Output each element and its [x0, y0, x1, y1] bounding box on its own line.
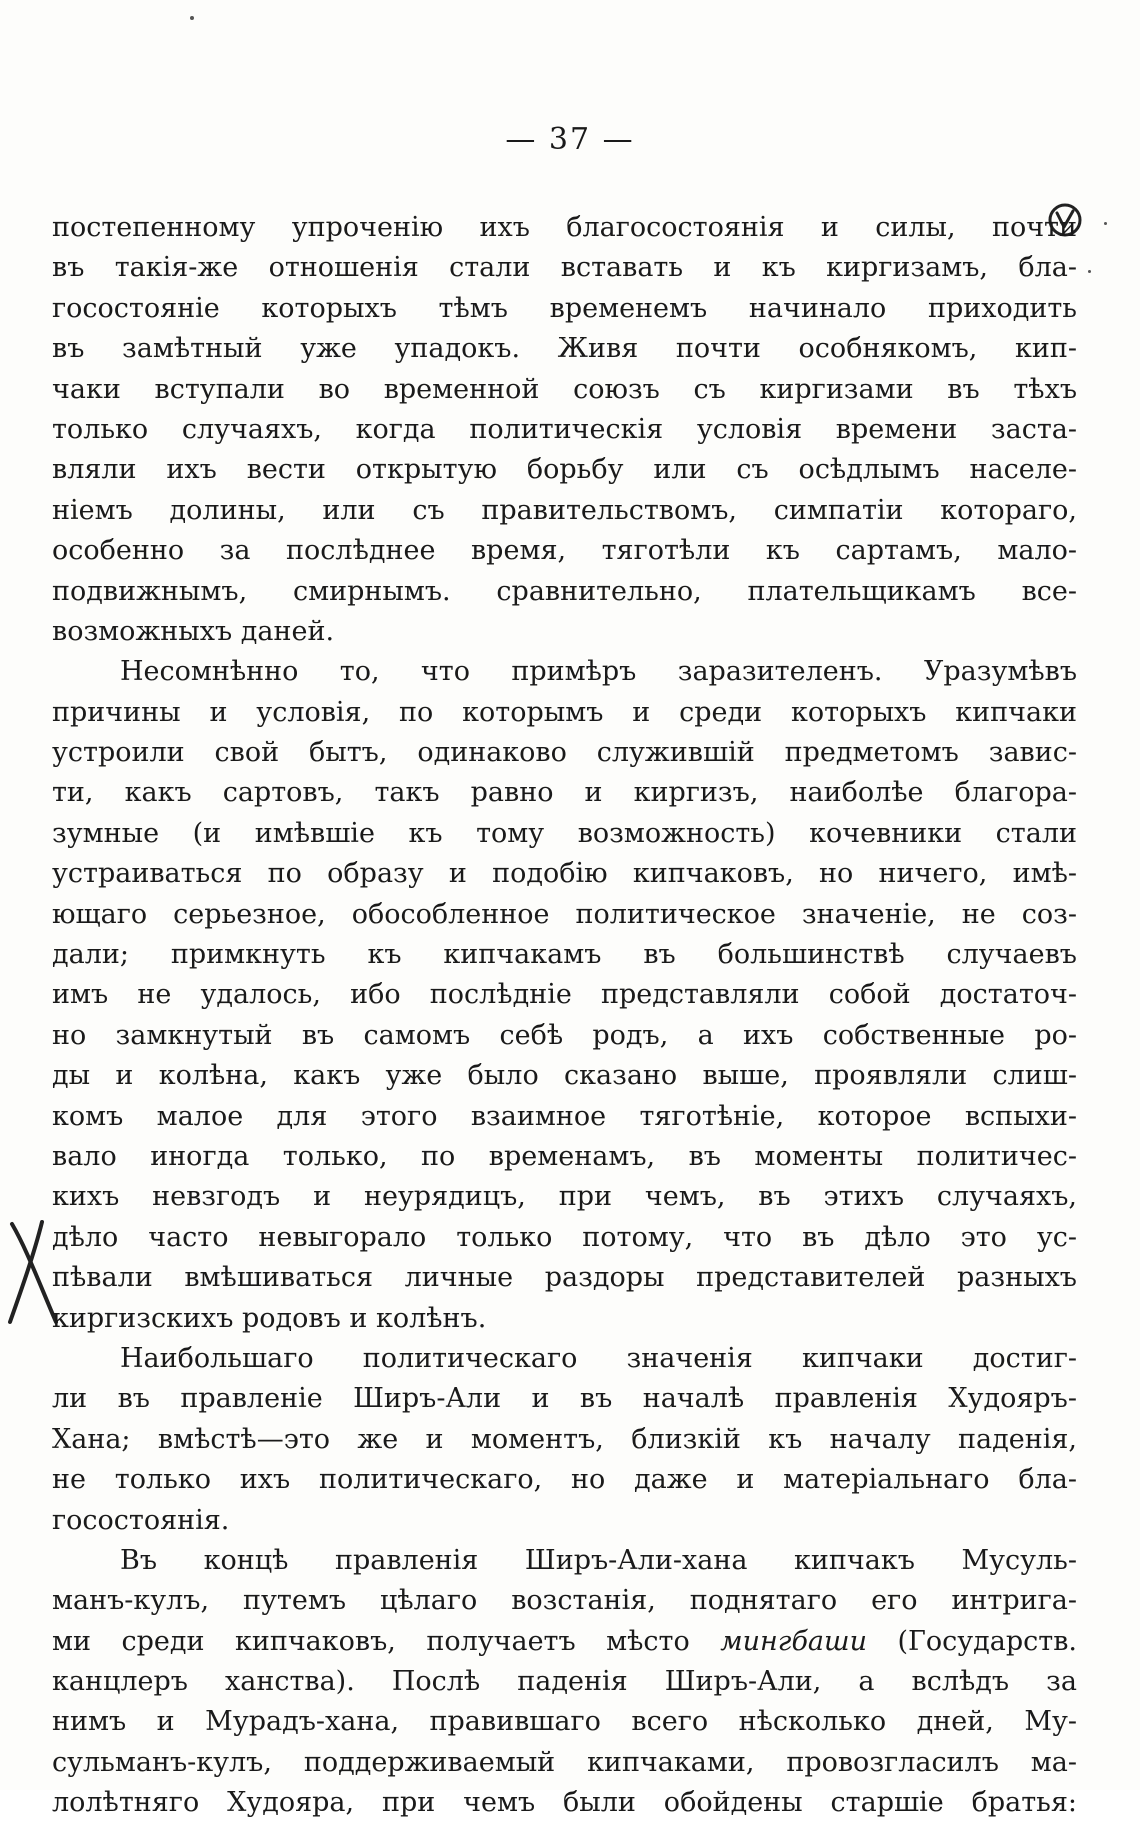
- text-line-content: вляли ихъ вести открытую борьбу или съ осѣдлымъ населе-: [52, 454, 1077, 486]
- text-line: [52, 975, 1077, 1015]
- italic-term: мингбаши: [720, 1625, 867, 1657]
- text-line-content: киргизскихъ родовъ и колѣнъ.: [52, 1302, 487, 1334]
- text-line-content: вало иногда только, по временамъ, въ моменты политичес-: [52, 1140, 1077, 1172]
- text-line: [52, 1258, 1077, 1298]
- text-line: [52, 289, 1077, 329]
- text-line: [52, 410, 1077, 450]
- print-speck: [1088, 270, 1091, 273]
- text-line: [52, 1218, 1077, 1258]
- text-line: [52, 1501, 1077, 1541]
- text-line-content: комъ малое для этого взаимное тяготѣніе, которое вспыхи-: [52, 1100, 1077, 1132]
- text-line: [52, 450, 1077, 490]
- text-line-content: имъ не удалось, ибо послѣдніе представляли собой достаточ-: [52, 979, 1077, 1011]
- text-line-content: въ такія-же отношенія стали вставать и къ киргизамъ, бла-: [52, 252, 1077, 284]
- text-line-content: ніемъ долины, или съ правительствомъ, симпатіи котораго,: [52, 494, 1077, 526]
- text-line: [52, 1137, 1077, 1177]
- text-line-content: пѣвали вмѣшиваться личные раздоры представителей разныхъ: [52, 1262, 1077, 1294]
- text-line: [52, 329, 1077, 369]
- text-line-content: ти, какъ сартовъ, такъ равно и киргизъ, наиболѣе благора-: [52, 777, 1077, 809]
- text-line-content: нимъ и Мурадъ-хана, правившаго всего нѣсколько дней, Му-: [52, 1706, 1077, 1738]
- text-line: [52, 1016, 1077, 1056]
- text-line-content: въ замѣтный уже упадокъ. Живя почти особнякомъ, кип-: [52, 333, 1077, 365]
- text-line: [52, 1097, 1077, 1137]
- text-line: [52, 208, 1077, 248]
- text-line-content: устроили свой бытъ, одинаково служившій предметомъ завис-: [52, 737, 1077, 769]
- text-line: [52, 1299, 1077, 1339]
- text-line: [52, 1622, 1077, 1662]
- text-line-content: ли въ правленіе Ширъ-Али и въ началѣ правленія Худояръ-: [52, 1383, 1077, 1415]
- text-line-content: сульманъ-кулъ, поддерживаемый кипчаками, провозгласилъ ма-: [52, 1746, 1077, 1778]
- text-line-content: лолѣтняго Худояра, при чемъ были обойдены старшіе братья:: [52, 1787, 1077, 1819]
- page-number: — 37 —: [505, 122, 635, 157]
- text-line: [52, 1460, 1077, 1500]
- text-line: [52, 1702, 1077, 1742]
- text-line: [52, 1339, 1077, 1379]
- text-line-content: но замкнутый въ самомъ себѣ родъ, а ихъ собственные ро-: [52, 1019, 1077, 1051]
- text-line: [52, 1662, 1077, 1702]
- text-line: [52, 773, 1077, 813]
- text-line: [52, 370, 1077, 410]
- text-line-content: ды и колѣна, какъ уже было сказано выше, проявляли слиш-: [52, 1060, 1077, 1092]
- text-line: [52, 1177, 1077, 1217]
- text-line-content: кихъ невзгодъ и неурядицъ, при чемъ, въ этихъ случаяхъ,: [52, 1181, 1077, 1213]
- text-line-content: ми среди кипчаковъ, получаетъ мѣсто: [52, 1625, 690, 1657]
- text-line: [52, 733, 1077, 773]
- text-line-content: дали; примкнуть къ кипчакамъ въ большинствѣ случаевъ: [52, 939, 1077, 971]
- body-text: [52, 208, 1077, 1824]
- text-line: [52, 531, 1077, 571]
- text-line-content: причины и условія, по которымъ и среди которыхъ кипчаки: [52, 696, 1077, 728]
- text-line: [52, 1743, 1077, 1783]
- text-line: [52, 1783, 1077, 1823]
- text-line: [52, 1056, 1077, 1096]
- text-line-content: устраиваться по образу и подобію кипчаковъ, но ничего, имѣ-: [52, 858, 1077, 890]
- text-line-content: госостояніе которыхъ тѣмъ временемъ начинало приходить: [52, 292, 1077, 324]
- text-line-content: канцлеръ ханства). Послѣ паденія Ширъ-Али, а вслѣдъ за: [52, 1666, 1077, 1698]
- text-line-content: Хана; вмѣстѣ—это же и моментъ, близкій къ началу паденія,: [52, 1423, 1077, 1455]
- text-line: [52, 491, 1077, 531]
- text-line: [52, 693, 1077, 733]
- text-line-content: Въ концѣ правленія Ширъ-Али-хана кипчакъ Мусуль-: [120, 1544, 1077, 1576]
- text-line-content: госостоянія.: [52, 1504, 230, 1536]
- text-line: [52, 1420, 1077, 1460]
- text-line-content: манъ-кулъ, путемъ цѣлаго возстанія, поднятаго его интрига-: [52, 1585, 1077, 1617]
- text-line-content: только случаяхъ, когда политическія условія времени заста-: [52, 413, 1077, 445]
- text-line: [52, 1541, 1077, 1581]
- text-line: [52, 652, 1077, 692]
- text-line-content: подвижнымъ, смирнымъ. сравнительно, плательщикамъ все-: [52, 575, 1077, 607]
- text-line: [52, 1581, 1077, 1621]
- text-line-content: постепенному упроченію ихъ благосостоянія и силы, почти: [52, 212, 1077, 243]
- text-line-content: ющаго серьезное, обособленное политическое значеніе, не соз-: [52, 898, 1077, 930]
- print-speck: [190, 16, 194, 20]
- text-line: [52, 248, 1077, 288]
- text-line: [52, 814, 1077, 854]
- text-line: [52, 895, 1077, 935]
- text-line-content: возможныхъ даней.: [52, 615, 335, 647]
- text-line-content: Наибольшаго политическаго значенія кипчаки достиг-: [120, 1342, 1077, 1374]
- text-line-content: зумные (и имѣвшіе къ тому возможность) кочевники стали: [52, 817, 1077, 849]
- text-line-content: особенно за послѣднее время, тяготѣли къ сартамъ, мало-: [52, 535, 1077, 567]
- text-line-content: дѣло часто невыгорало только потому, что въ дѣло это ус-: [52, 1221, 1077, 1253]
- text-line: [52, 854, 1077, 894]
- text-line: [52, 1379, 1077, 1419]
- text-line: [52, 935, 1077, 975]
- print-speck: [1104, 222, 1107, 225]
- text-line-rest: (Государств.: [866, 1625, 1077, 1657]
- text-line-content: Несомнѣнно то, что примѣръ заразителенъ. Уразумѣвъ: [120, 656, 1077, 688]
- text-line: [52, 612, 1077, 652]
- text-line-content: чаки вступали во временной союзъ съ киргизами въ тѣхъ: [52, 373, 1077, 405]
- text-line-content: не только ихъ политическаго, но даже и матеріальнаго бла-: [52, 1464, 1077, 1496]
- text-line: [52, 572, 1077, 612]
